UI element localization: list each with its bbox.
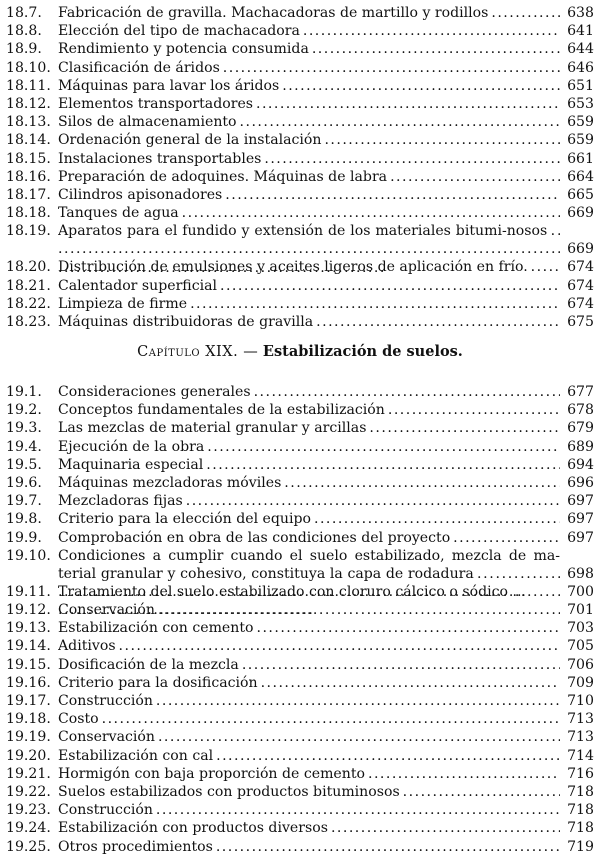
entry-number: 19.15. (6, 656, 51, 673)
entry-number: 19.9. (6, 529, 42, 546)
entry-page-number: 697 (567, 511, 594, 528)
toc-entry (6, 419, 594, 437)
entry-page-number: 718 (567, 802, 594, 819)
entry-page-number: 653 (567, 95, 594, 112)
entry-page-number: 709 (567, 674, 594, 691)
entry-page-number: 651 (567, 77, 594, 94)
entry-page-number: 665 (567, 186, 594, 203)
entry-page-number: 716 (567, 765, 594, 782)
entry-title: Las mezclas de material granular y arcillas . . . (58, 419, 560, 437)
entry-page-number: 641 (567, 23, 594, 40)
entry-number: 18.11. (6, 77, 51, 94)
toc-entry (6, 150, 594, 168)
entry-page-number: 677 (567, 384, 594, 400)
entry-title: Máquinas para lavar los áridos . . . (58, 77, 560, 95)
entry-number: 19.10. (6, 547, 51, 564)
entry-title: Ejecución de la obra . . . (58, 438, 560, 456)
entry-title: Estabilización con productos diversos . . . (58, 819, 560, 837)
entry-title: Maquinaria especial . . . (58, 456, 560, 474)
entry-page-number: 714 (567, 747, 594, 764)
entry-number: 19.20. (6, 747, 51, 764)
toc-entry (6, 313, 594, 331)
entry-number: 19.1. (6, 384, 42, 400)
toc-entry (6, 59, 594, 77)
entry-title: Calentador superficial . . . (58, 277, 560, 295)
entry-number: 19.16. (6, 674, 51, 691)
entry-number: 18.16. (6, 168, 51, 185)
entry-page-number: 697 (567, 493, 594, 510)
entry-number: 19.12. (6, 602, 51, 619)
toc-entry (6, 383, 594, 401)
entry-number: 18.19. (6, 223, 51, 240)
entry-title: Preparación de adoquines. Máquinas de labra . . . (58, 168, 560, 186)
toc-entry (6, 747, 594, 765)
entry-page-number: 674 (567, 277, 594, 294)
entry-title: Criterio para la elección del equipo . . . (58, 510, 560, 528)
entry-page-number: 694 (567, 456, 594, 473)
entry-title: Ordenación general de la instalación . . . (58, 131, 560, 149)
entry-title: Suelos estabilizados con productos bituminosos . . . (58, 783, 560, 801)
entry-number: 18.14. (6, 132, 51, 149)
toc-entry (6, 438, 594, 456)
entry-title: Elementos transportadores . . . (58, 95, 560, 113)
entry-title: Conservación . . . (58, 728, 560, 746)
entry-number: 19.5. (6, 456, 42, 473)
entry-number: 19.11. (6, 583, 51, 600)
entry-page-number: 664 (567, 168, 594, 185)
entry-title: Clasificación de áridos . . . (58, 59, 560, 77)
chapter-title: Estabilización de suelos. (262, 343, 463, 360)
toc-entry (6, 456, 594, 474)
toc-entry (6, 186, 594, 204)
entry-page-number: 661 (567, 150, 594, 167)
entry-number: 19.19. (6, 729, 51, 746)
entry-page-number: 678 (567, 402, 594, 419)
entry-title: Mezcladoras fijas . . . (58, 492, 560, 510)
entry-title: Aparatos para el fundido y extensión de los materiales bitumi-nosos . . . (58, 222, 560, 277)
entry-number: 19.23. (6, 802, 51, 819)
toc-entry (6, 547, 594, 583)
entry-title: Conservación . . . (58, 601, 560, 619)
entry-number: 18.17. (6, 186, 51, 203)
chapter-label: Capítulo XIX. — (137, 344, 259, 360)
entry-title: Otros procedimientos . . . (58, 838, 560, 856)
entry-page-number: 638 (567, 5, 594, 21)
entry-page-number: 700 (567, 583, 594, 600)
entry-page-number: 701 (567, 602, 594, 619)
entry-page-number: 674 (567, 295, 594, 312)
toc-entry (6, 222, 594, 258)
entry-number: 19.8. (6, 511, 42, 528)
chapter-heading (0, 343, 600, 360)
toc-entry (6, 583, 594, 601)
toc-entry (6, 4, 594, 22)
entry-number: 19.4. (6, 438, 42, 455)
entry-page-number: 669 (567, 241, 594, 258)
toc-entry (6, 295, 594, 313)
entry-page-number: 703 (567, 620, 594, 637)
toc-entry (6, 619, 594, 637)
entry-title: Construcción . . . (58, 692, 560, 710)
entry-number: 18.22. (6, 295, 51, 312)
entry-number: 19.24. (6, 820, 51, 837)
toc-entry (6, 131, 594, 149)
toc-entry (6, 40, 594, 58)
entry-number: 19.25. (6, 838, 51, 855)
entry-title: Tanques de agua . . . (58, 204, 560, 222)
entry-title: Criterio para la dosificación . . . (58, 674, 560, 692)
toc-entry (6, 277, 594, 295)
entry-title: Consideraciones generales . . . (58, 383, 560, 401)
toc-entry (6, 674, 594, 692)
entry-title: Elección del tipo de machacadora . . . (58, 22, 560, 40)
entry-title: Construcción . . . (58, 801, 560, 819)
entry-number: 18.15. (6, 150, 51, 167)
entry-page-number: 713 (567, 711, 594, 728)
toc-entry (6, 474, 594, 492)
entry-page-number: 718 (567, 783, 594, 800)
toc-entry (6, 529, 594, 547)
entry-title: Condiciones a cumplir cuando el suelo estabilizado, mezcla de ma-terial granular y cohesivo, constituya la capa de rodadura . . . (58, 547, 560, 620)
entry-page-number: 659 (567, 114, 594, 131)
entry-page-number: 710 (567, 693, 594, 709)
toc-entry (6, 204, 594, 222)
entry-title: Conceptos fundamentales de la estabilización . . . (58, 401, 560, 419)
toc-entry (6, 258, 594, 276)
toc-entry (6, 95, 594, 113)
entry-page-number: 706 (567, 656, 594, 673)
toc-entry (6, 601, 594, 619)
entry-title: Silos de almacenamiento . . . (58, 113, 560, 131)
toc-section-18 (6, 4, 594, 331)
entry-number: 18.8. (6, 23, 42, 40)
entry-title: Hormigón con baja proporción de cemento . . . (58, 765, 560, 783)
toc-entry (6, 401, 594, 419)
entry-page-number: 705 (567, 638, 594, 655)
toc-section-19 (6, 383, 594, 856)
entry-number: 19.13. (6, 620, 51, 637)
entry-title: Fabricación de gravilla. Machacadoras de martillo y rodillos . . . (58, 4, 560, 22)
entry-number: 19.6. (6, 474, 42, 491)
toc-entry (6, 656, 594, 674)
entry-title: Estabilización con cemento . . . (58, 619, 560, 637)
entry-title: Cilindros apisonadores . . . (58, 186, 560, 204)
entry-number: 18.10. (6, 59, 51, 76)
entry-number: 19.18. (6, 711, 51, 728)
entry-title: Estabilización con cal . . . (58, 747, 560, 765)
toc-entry (6, 692, 594, 710)
toc-entry (6, 801, 594, 819)
entry-page-number: 713 (567, 729, 594, 746)
entry-page-number: 718 (567, 820, 594, 837)
entry-number: 19.7. (6, 493, 42, 510)
entry-title: Dosificación de la mezcla . . . (58, 656, 560, 674)
entry-page-number: 679 (567, 420, 594, 437)
entry-number: 18.23. (6, 314, 51, 330)
entry-title: Instalaciones transportables . . . (58, 150, 560, 168)
entry-page-number: 719 (567, 838, 594, 855)
entry-title: Máquinas mezcladoras móviles . . . (58, 474, 560, 492)
toc-entry (6, 765, 594, 783)
toc-entry (6, 492, 594, 510)
entry-number: 19.14. (6, 638, 51, 655)
entry-number: 18.7. (6, 5, 42, 21)
toc-entry (6, 22, 594, 40)
entry-number: 18.9. (6, 41, 42, 58)
entry-title: Costo . . . (58, 710, 560, 728)
entry-title: Aditivos . . . (58, 637, 560, 655)
entry-page-number: 646 (567, 59, 594, 76)
entry-number: 19.17. (6, 693, 51, 709)
entry-page-number: 698 (567, 565, 594, 582)
toc-entry (6, 783, 594, 801)
entry-page-number: 675 (567, 314, 594, 330)
entry-page-number: 689 (567, 438, 594, 455)
entry-number: 19.2. (6, 402, 42, 419)
toc-entry (6, 510, 594, 528)
entry-page-number: 697 (567, 529, 594, 546)
toc-entry (6, 819, 594, 837)
entry-page-number: 644 (567, 41, 594, 58)
toc-entry (6, 637, 594, 655)
toc-entry (6, 838, 594, 856)
entry-number: 18.20. (6, 259, 51, 276)
entry-page-number: 659 (567, 132, 594, 149)
toc-entry (6, 77, 594, 95)
entry-page-number: 696 (567, 474, 594, 491)
toc-entry (6, 710, 594, 728)
toc-entry (6, 168, 594, 186)
toc-entry (6, 113, 594, 131)
toc-entry (6, 728, 594, 746)
entry-number: 19.22. (6, 783, 51, 800)
entry-title: Comprobación en obra de las condiciones del proyecto . . . (58, 529, 560, 547)
entry-number: 18.21. (6, 277, 51, 294)
entry-number: 18.18. (6, 205, 51, 222)
entry-title: Máquinas distribuidoras de gravilla . . . (58, 313, 560, 331)
entry-page-number: 674 (567, 259, 594, 276)
entry-number: 19.21. (6, 765, 51, 782)
entry-title: Distribución de emulsiones y aceites ligeros de aplicación en frío. . . . (58, 258, 560, 276)
entry-title: Limpieza de firme . . . (58, 295, 560, 313)
entry-title: Rendimiento y potencia consumida . . . (58, 40, 560, 58)
entry-number: 18.13. (6, 114, 51, 131)
entry-number: 18.12. (6, 95, 51, 112)
entry-title: Tratamiento del suelo estabilizado con cloruro cálcico o sódico ... (58, 583, 526, 600)
entry-number: 19.3. (6, 420, 42, 437)
entry-page-number: 669 (567, 205, 594, 222)
